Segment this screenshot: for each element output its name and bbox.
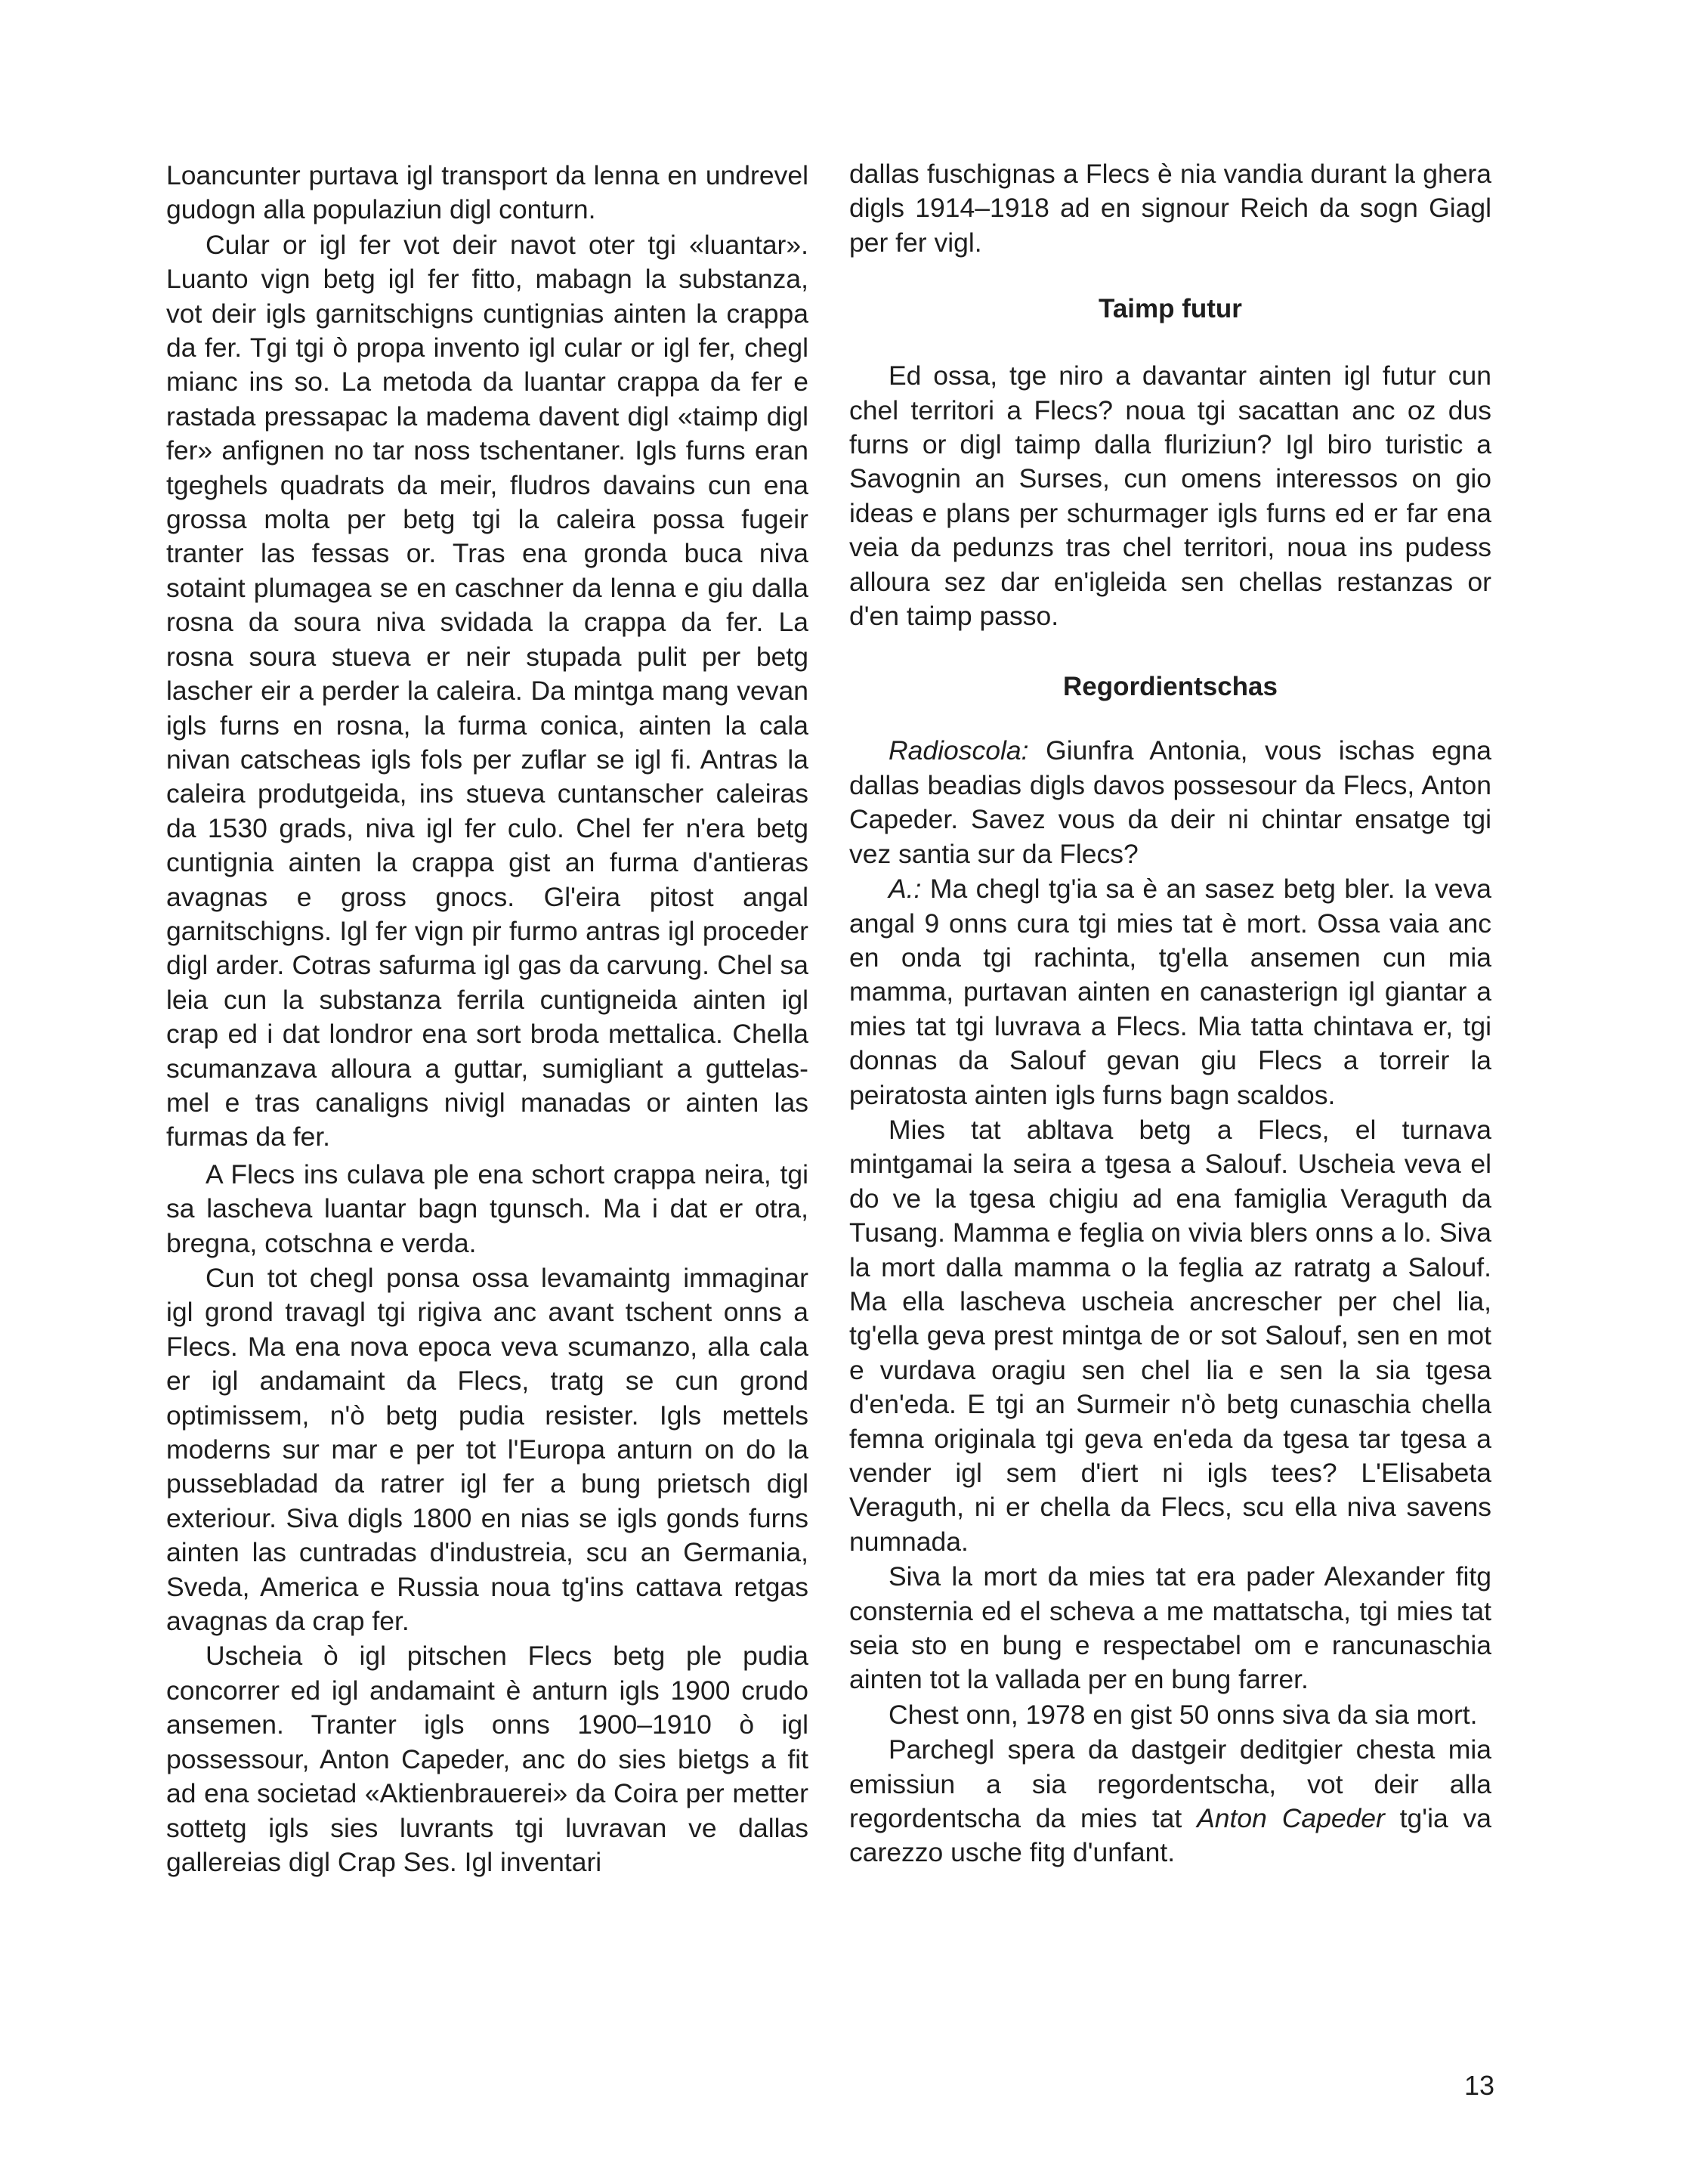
- paragraph-parchegl: [849, 1733, 1491, 1870]
- left-column: [166, 159, 808, 1880]
- right-column: [849, 157, 1491, 1871]
- speaker-label-answer: A.:: [889, 874, 922, 905]
- section-heading-taimp-futur: Taimp futur: [1099, 294, 1242, 324]
- paragraph-intro: dallas fuschignas a Flecs è nia vandia durant la ghera digls 1914–1918 ad en signour Reich da sogn Giagl per fer vigl.: [849, 159, 1491, 258]
- person-name-anton-capeder: Anton Capeder: [1197, 1803, 1385, 1834]
- parchegl-text-start: Parchegl spera da dastgeir deditgier chesta mia emissiun a sia regordentscha, vot deir alla regordentscha da mies tat: [849, 1734, 1491, 1834]
- paragraph-question: [849, 734, 1491, 871]
- answer-text: Ma chegl tg'ia sa è an sasez betg bler. Ia veva angal 9 onns cura tgi mies tat è mort. Ossa vaia anc en onda tgi rachinta, tg'ella ansemen cun mia mamma, purtavan ainten en canasterign igl giantar a mies tat tgi luvrava a Flecs. Mia tatta chintava er, tgi donnas da Salouf gevan giu Flecs a torreir la peiratosta ainten igls furns bagn scaldos.: [849, 874, 1491, 1110]
- paragraph-mies-tat: Mies tat abltava betg a Flecs, el turnava mintgamai la seira a tgesa a Salouf. Uscheia veva el do ve la tgesa chigiu ad ena famiglia Veraguth da Tusang. Mamma e feglia on vivia blers onns a lo. Siva la mort dalla mamma o la feglia az ratratg a Salouf. Ma ella lascheva uscheia ancrescher per chel lia, tg'ella geva prest mintga de or sot Salouf, sen en mot e vurdava oragiu sen chel lia e sen la sia tgesa d'en'eda. E tgi an Surmeir n'ò betg cunaschia chella femna originala tgi geva en'eda da tgesa tar tgesa a vender igl sem d'iert ni igls tees? L'Elisabeta Veraguth, ni er chella da Flecs, scu ella niva savens numnada.: [849, 1114, 1491, 1557]
- section-heading-regordientschas: Regordientschas: [1063, 672, 1278, 702]
- paragraph-taimp-futur: Ed ossa, tge niro a davantar ainten igl futur cun chel territori a Flecs? noua tgi sacattan anc oz dus furns or digl taimp dalla fluriziun? Igl biro turistic a Savognin an Surses, cun omens interessos on gio ideas e plans per schurmager igls furns ed er far ena veia da pedunzs tras chel territori, noua ins pudess alloura sez dar en'igleida sen chellas restanzas or d'en taimp passo.: [849, 360, 1491, 632]
- paragraph-travagl: Cun tot chegl ponsa ossa levamaintg immaginar igl grond travagl tgi rigiva anc avant tschent onns a Flecs. Ma ena nova epoca veva scumanzo, alla cala er igl andamaint da Flecs, tratg se cun grond optimissem, n'ò betg pudia resister. Igls mettels moderns sur mar e per tot l'Europa anturn on do la pussebladad da ratrer igl fer a bung prietsch digl exteriour. Siva digls 1800 en nias se igls gonds furns ainten las cuntradas d'industreia, scu an Germania, Sveda, America e Russia noua tg'ins cattava retgas avagnas da crap fer.: [166, 1263, 808, 1637]
- parchegl-text-end: tg'ia va carezzo usche fitg d'unfant.: [849, 1803, 1492, 1868]
- paragraph-answer: [849, 872, 1491, 1112]
- paragraph-siva: Siva la mort da mies tat era pader Alexander fitg consternia ed el scheva a me mattatscha, tgi mies tat seia sto en bung e respectabel om e rancunaschia ainten tot la vallada per en bung farrer.: [849, 1561, 1491, 1695]
- question-text: Giunfra Antonia, vous ischas egna dallas beadias digls davos possesour da Flecs, Anton Capeder. Savez vous da deir ni chintar ensatge tgi vez santia sur da Flecs?: [849, 735, 1491, 869]
- paragraph-uscheia: Uscheia ò igl pitschen Flecs betg ple pudia concorrer ed igl andamaint è anturn igls 1900 crudo ansemen. Tranter igls onns 1900–1910 ò igl possessour, Anton Capeder, anc do sies bietgs a fit ad ena societad «Aktienbrauerei» da Coira per metter sottetg igls sies luvrants tgi luvravan ve dallas gallereias digl Crap Ses. Igl inventari: [166, 1641, 808, 1877]
- paragraph-cular: Cular or igl fer vot deir navot oter tgi «luantar». Luanto vign betg igl fer fitto, mabagn la substanza, vot deir igls garnitschigns cuntignias ainten la crappa da fer. Tgi tgi ò propa invento igl cular or igl fer, chegl mianc ins so. La metoda da luantar crappa da fer e rastada pressapac la madema davent digl «taimp digl fer» anfignen no tar noss tschentaner. Igls furns eran tgeghels quadrats da meir, fludros davains cun ena grossa molta per betg tgi la caleira possa fugeir tranter las fessas or. Tras ena gronda buca niva sotaint plumagea se en caschner da lenna e giu dalla rosna da soura niva svidada la crappa da fer. La rosna soura stueva er neir stupada pulit per betg lascher eir a perder la caleira. Da mintga mang vevan igls furns en rosna, la furma conica, ainten la cala nivan catscheas igls fols per zuflar se igl fi. Antras la caleira produtgeida, ins stueva cuntanscher caleiras da 1530 grads, niva igl fer culo. Chel fer n'era betg cuntignia ainten la crappa gist an furma d'antieras avagnas e gross gnocs. Gl'eira pitost angal garnitschigns. Igl fer vign pir furmo antras igl proceder digl arder. Cotras safurma igl gas da carvung. Chel sa leia cun la substanza ferrila cuntigneida ainten igl crap ed i dat londror ena sort broda mettalica. Chella scumanzava alloura a guttar, sumigliant a guttelas-mel e tras canaligns nivigl manadas or ainten las furmas da fer.: [166, 229, 808, 1152]
- page-number: 13: [1463, 2070, 1494, 2101]
- paragraph-chest-onn: Chest onn, 1978 en gist 50 onns siva da sia mort.: [889, 1699, 1478, 1730]
- paragraph-transport: Loancunter purtava igl transport da lenna en undrevel gudogn alla populaziun digl conturn.: [166, 160, 808, 225]
- paragraph-flecs-crappa: A Flecs ins culava ple ena schort crappa neira, tgi sa lascheva luantar bagn tgunsch. Ma i dat er otra, bregna, cotschna e verda.: [166, 1159, 808, 1258]
- speaker-label-radioscola: Radioscola:: [889, 735, 1029, 766]
